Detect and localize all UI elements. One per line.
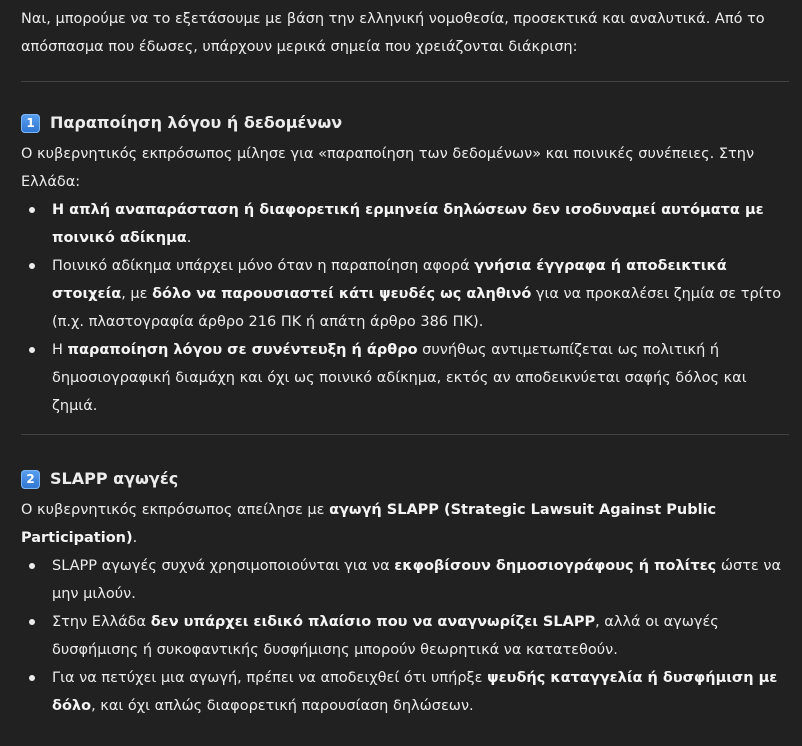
bullet-icon [29, 207, 35, 213]
bold-text: δεν υπάρχει ειδικό πλαίσιο που να αναγνωρίζει SLAPP [150, 614, 596, 630]
bold-text: αγωγή SLAPP (Strategic Lawsuit Against Public Participation) [21, 502, 717, 546]
section1-list [21, 196, 789, 420]
keycap-number-2-icon: 2 [21, 470, 40, 489]
bullet-icon [29, 563, 35, 569]
text: . [186, 230, 192, 246]
bold-text: παραποίηση λόγου σε συνέντευξη ή άρθρο [67, 342, 418, 358]
text: Η [52, 342, 68, 358]
text: SLAPP αγωγές συχνά χρησιμοποιούνται για να [52, 558, 395, 574]
section1-intro: Ο κυβερνητικός εκπρόσωπος μίλησε για «παραποίηση των δεδομένων» και ποινικές συνέπειες. Στην Ελλάδα: [21, 146, 755, 190]
list-item [21, 664, 789, 720]
list-item [21, 552, 789, 608]
text: Ποινικό αδίκημα υπάρχει μόνο όταν η παραποίηση αφορά [52, 258, 475, 274]
list-item [21, 196, 789, 252]
list-item [21, 252, 789, 336]
section1-heading [21, 108, 789, 138]
bold-text: γνήσια έγγραφα ή αποδεικτικά στοιχεία [52, 258, 727, 302]
divider-1 [21, 81, 789, 82]
divider-2 [21, 434, 789, 435]
list-item [21, 336, 789, 420]
bullet-icon [29, 675, 35, 681]
section2-list [21, 552, 789, 720]
section2-title: SLAPP αγωγές [50, 469, 179, 488]
text: , με [121, 286, 153, 302]
bullet-icon [29, 263, 35, 269]
intro-paragraph: Ναι, μπορούμε να το εξετάσουμε με βάση την ελληνική νομοθεσία, προσεκτικά και αναλυτικά. Από το απόσπασμα που έδωσες, υπάρχουν μερικά σημεία που χρειάζονται διάκριση: [21, 11, 765, 55]
text: Ο κυβερνητικός εκπρόσωπος απείλησε με [21, 502, 330, 518]
bullet-icon [29, 347, 35, 353]
bullet-icon [29, 619, 35, 625]
text: Για να πετύχει μια αγωγή, πρέπει να αποδειχθεί ότι υπήρξε [52, 670, 488, 686]
text: συνήθως αντιμετωπίζεται ως πολιτική ή δημοσιογραφική διαμάχη και όχι ως ποινικό αδίκημα, εκτός αν αποδεικνύεται σαφής δόλος και ζημιά. [52, 342, 747, 414]
bold-text: δόλο να παρουσιαστεί κάτι ψευδές ως αληθινό [152, 286, 532, 302]
bold-text: ψευδής καταγγελία ή δυσφήμιση με δόλο [52, 670, 778, 714]
text: . [132, 530, 138, 546]
chat-message [21, 5, 789, 720]
section2-intro [21, 496, 789, 552]
text: , και όχι απλώς διαφορετική παρουσίαση δηλώσεων. [91, 698, 474, 714]
text: Στην Ελλάδα [52, 614, 151, 630]
section1-title: Παραποίηση λόγου ή δεδομένων [50, 113, 343, 132]
bold-text: εκφοβίσουν δημοσιογράφους ή πολίτες [394, 558, 717, 574]
bold-text: Η απλή αναπαράσταση ή διαφορετική ερμηνεία δηλώσεων δεν ισοδυναμεί αυτόματα με ποινικό αδίκημα [52, 202, 764, 246]
text: για να προκαλέσει ζημία σε τρίτο (π.χ. πλαστογραφία άρθρο 216 ΠΚ ή απάτη άρθρο 386 ΠΚ). [52, 286, 782, 330]
text: , αλλά οι αγωγές δυσφήμισης ή συκοφαντικής δυσφήμισης μπορούν θεωρητικά να κατατεθούν. [52, 614, 719, 658]
keycap-number-1-icon: 1 [21, 114, 40, 133]
text: ώστε να μην μιλούν. [52, 558, 782, 602]
list-item [21, 608, 789, 664]
section2-heading [21, 464, 789, 494]
